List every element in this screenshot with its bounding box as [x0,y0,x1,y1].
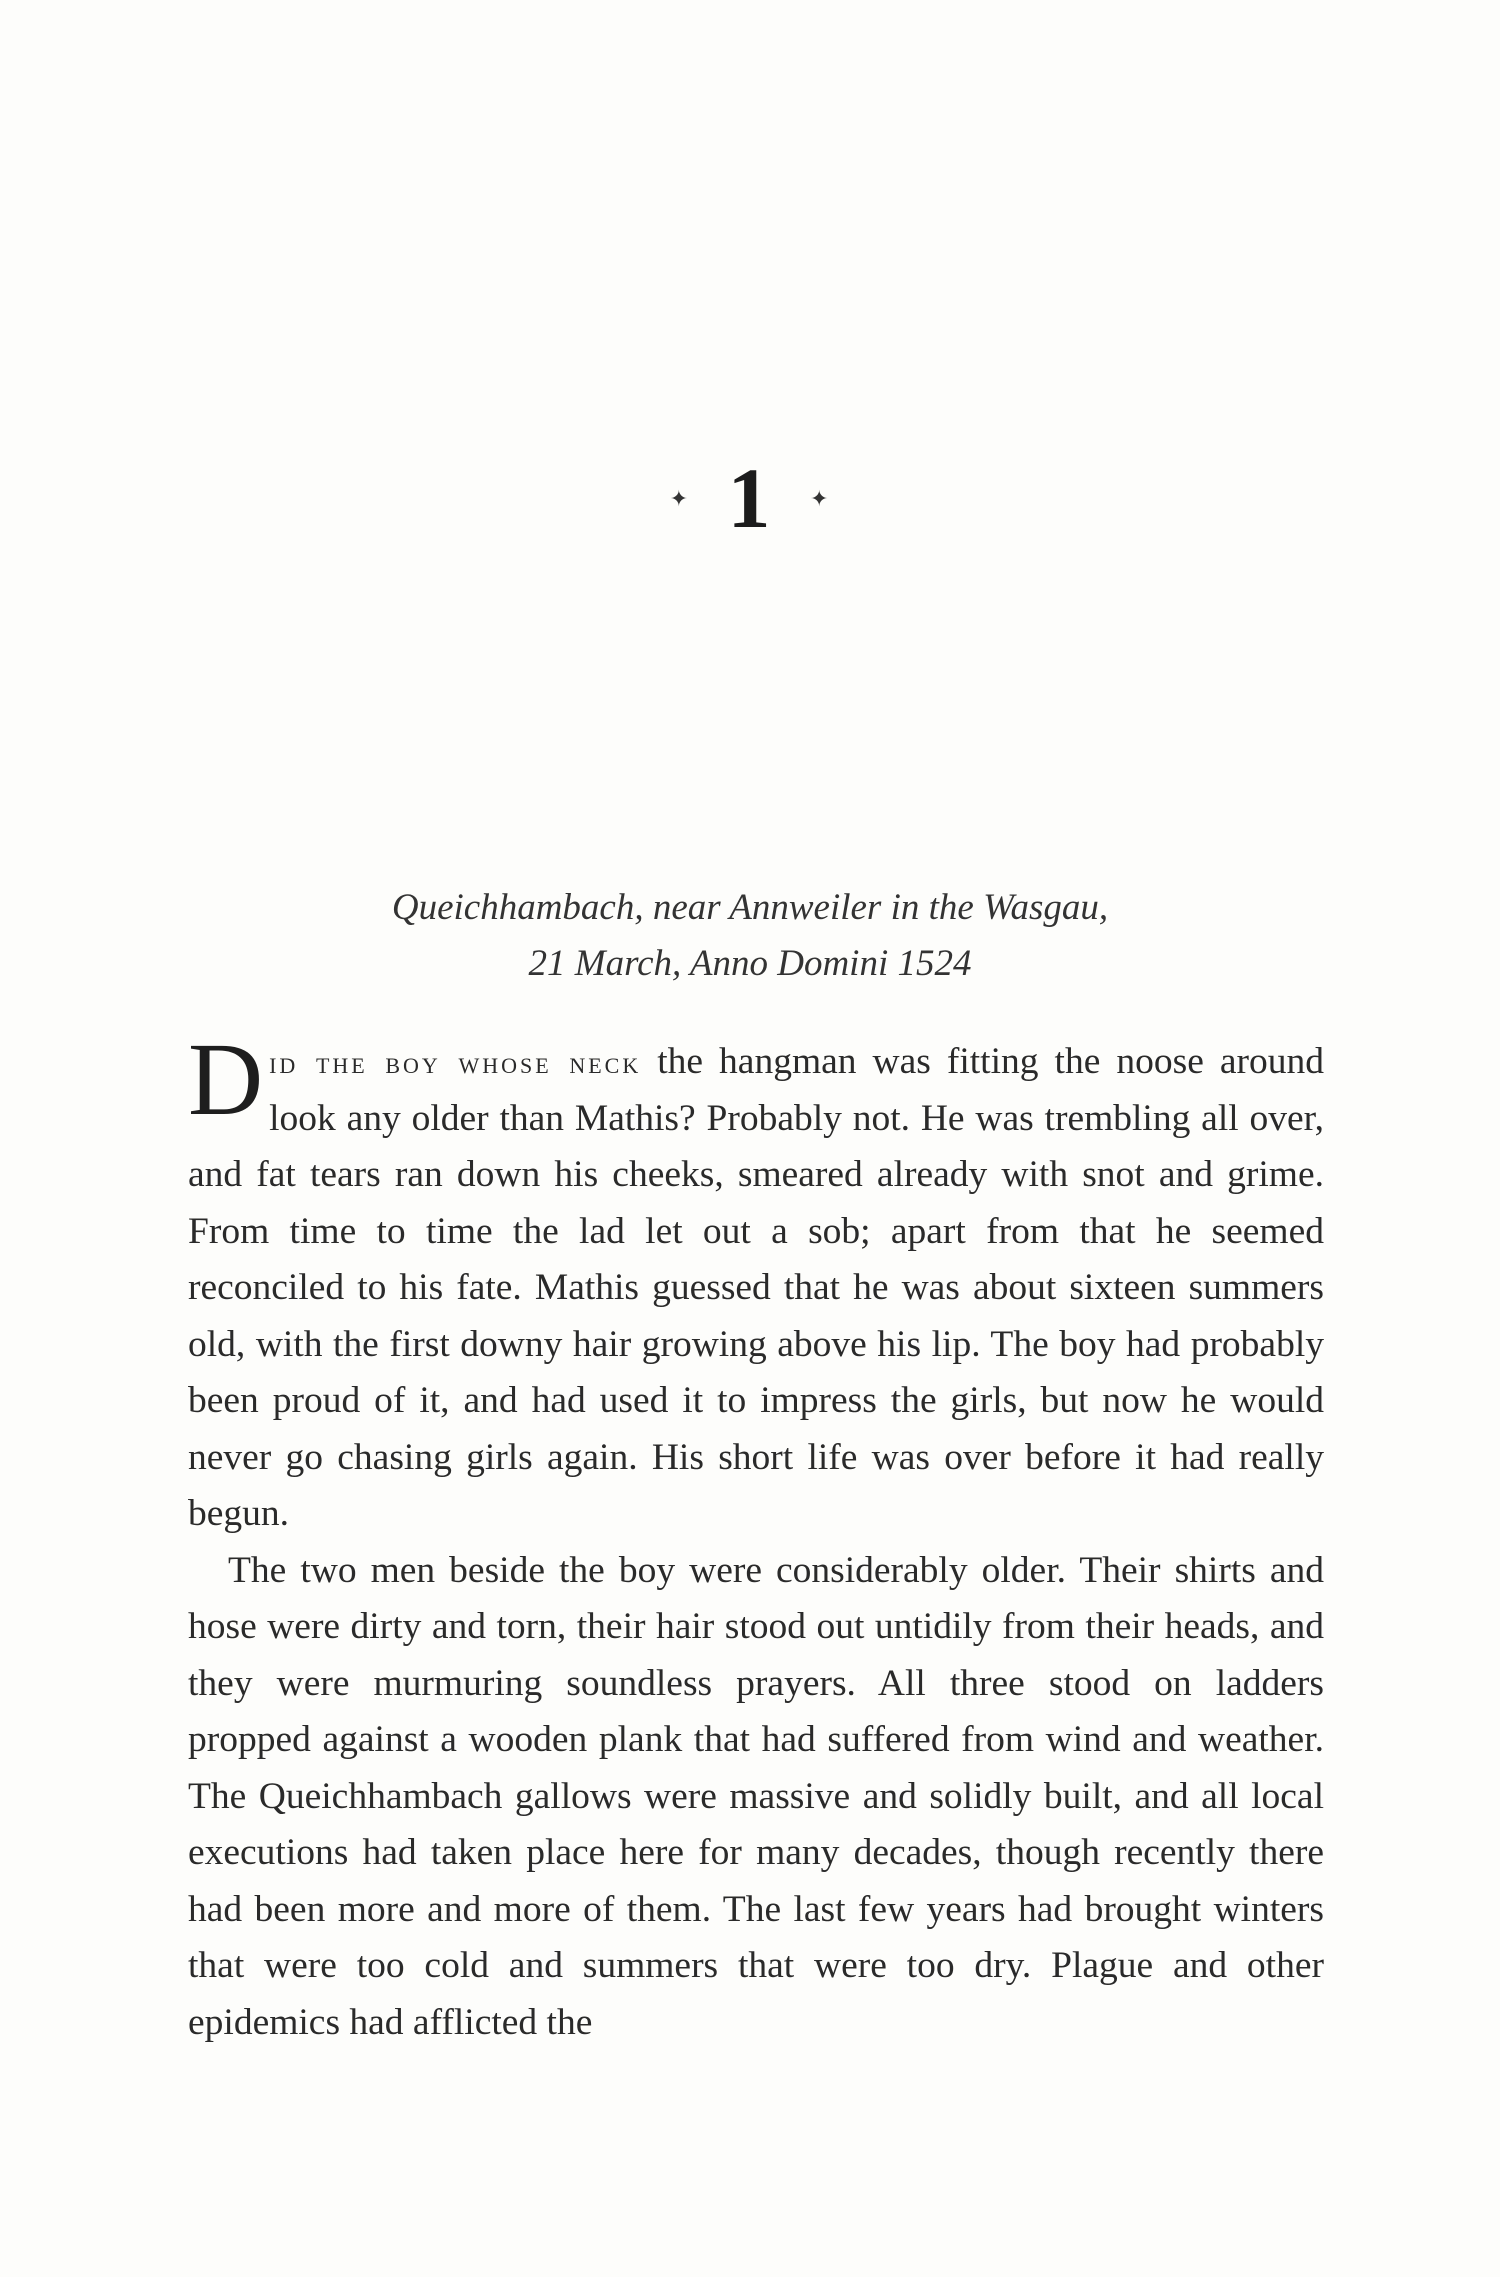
lead-in: id the boy whose neck [269,1044,642,1080]
setting-date: 21 March, Anno Domini 1524 [528,943,972,984]
ornament-left-icon: ✦ [669,486,690,512]
paragraph-2: The two men beside the boy were considerably older. Their shirts and hose were dirty and torn, their hair stood out untidily from their heads, and they were murmuring soundless prayers. All three stood on ladders propped against a wooden plank that had suffered from wind and weather. The Queichhambach gallows were massive and solidly built, and all local executions had taken place here for many decades, though recently there had been more and more of them. The last few years had brought winters that were too cold and summers that were too dry. Plague and other epidemics had afflicted the [188,1549,1324,2043]
chapter-number: 1 [727,450,773,546]
ornament-right-icon: ✦ [810,486,831,512]
chapter-heading [0,450,1500,546]
paragraph-1 [188,1022,1324,1543]
drop-cap: D [188,1022,264,1137]
setting-place: Queichhambach, near Annweiler in the Wasgau, [391,887,1109,928]
chapter-body [188,1022,1324,2051]
chapter-setting [0,880,1500,992]
paragraph-1-text: the hangman was fitting the noose around look any older than Mathis? Probably not. He was trembling all over, and fat tears ran down his cheeks, smeared already with snot and grime. From time to time the lad let out a sob; apart from that he seemed reconciled to his fate. Mathis guessed that he was about sixteen summers old, with the first downy hair growing above his lip. The boy had probably been proud of it, and had used it to impress the girls, but now he would never go chasing girls again. His short life was over before it had really begun. [188,1041,1324,1534]
